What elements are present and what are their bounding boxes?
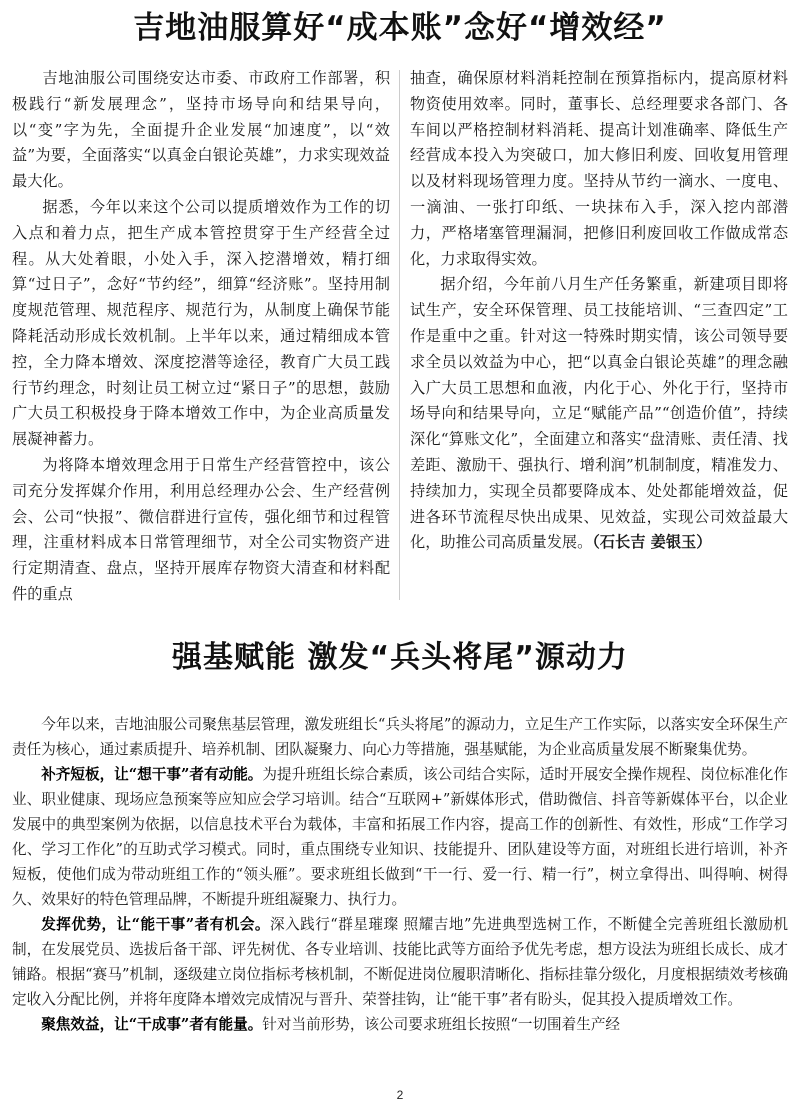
page-number: 2 — [396, 1088, 404, 1102]
section-text: 深入践行“群星璀璨 照耀吉地”先进典型选树工作，不断健全完善班组长激励机制，在发展党员、选拔后备干部、评先树优、各专业培训、技能比武等方面给予优先考虑，想方设法为班组长成长、成才铺路。根据“赛马”机制，逐级建立岗位指标考核机制，不断促进岗位履职清晰化、指标挂靠分级化，月度根据绩效考核确定收入分配比例，并将年度降本增效完成情况与晋升、荣誉挂钩，让“能干事”者有盼头，促其投入提质增效工作。 — [12, 916, 788, 1008]
article2-section — [12, 762, 788, 912]
article1-left-column — [12, 66, 390, 608]
section-text: 为提升班组长综合素质，该公司结合实际，适时开展安全操作规程、岗位标准化作业、职业健康、现场应急预案等应知应会学习培训。结合“互联网+”新媒体形式，借助微信、抖音等新媒体平台，以企业发展中的典型案例为依据，以信息技术平台为载体，丰富和拓展工作内容，提高工作的创新性、有效性，形成“工作学习化、学习工作化”的互助式学习模式。同时，重点围绕专业知识、技能提升、团队建设等方面，对班组长进行培训，补齐短板，使他们成为带动班组工作的“领头雁”。要求班组长做到“干一行、爱一行、精一行”，树立拿得出、叫得响、树得久、效果好的特色管理品牌，不断提升班组凝聚力、执行力。 — [12, 766, 788, 908]
section-lead: 聚焦效益，让“干成事”者有能量。 — [41, 1016, 263, 1033]
article1-paragraph: 据悉，今年以来这个公司以提质增效作为工作的切入点和着力点，把生产成本管控贯穿于生产经营全过程。从大处着眼，小处入手，深入挖潜增效，精打细算“过日子”，念好“节约经”，细算“经济账”。坚持用制度规范管理、规范程序、规范行为，从制度上确保节能降耗活动形成长效机制。上半年以来，通过精细成本管控，全力降本增效、深度挖潜等途径，教育广大员工践行节约理念，时刻让员工树立过“紧日子”的思想，鼓励广大员工积极投身于降本增效工作中，为企业高质量发展凝神蓄力。 — [12, 197, 390, 449]
article2-section — [12, 1012, 788, 1037]
article1-paragraph — [410, 272, 788, 556]
article1-paragraph — [410, 66, 788, 272]
article2-section — [12, 912, 788, 1012]
column-divider — [399, 70, 400, 600]
section-lead: 发挥优势，让“能干事”者有机会。 — [41, 916, 270, 933]
article2-intro: 今年以来，吉地油服公司聚焦基层管理，激发班组长“兵头将尾”的源动力，立足生产工作实际，以落实安全环保生产责任为核心，通过素质提升、培养机制、团队凝聚力、向心力等措施，强基赋能，为企业高质量发展不断聚集优势。 — [12, 716, 788, 758]
article1-title: 吉地油服算好“成本账”念好“增效经” — [133, 10, 667, 46]
article1-paragraph: 吉地油服公司围绕安达市委、市政府工作部署，积极践行“新发展理念”，坚持市场导向和结果导向，以“变”字为先，全面提升企业发展“加速度”，以“效益”为要，全面落实“以真金白银论英雄”，力求实现效益最大化。 — [12, 69, 390, 191]
article1-byline: （石长吉 姜银玉） — [592, 533, 712, 552]
article1-paragraph-text: 据介绍，今年前八月生产任务繁重，新建项目即将试生产，安全环保管理、员工技能培训、“三查四定”工作是重中之重。针对这一特殊时期实情，该公司领导要求全员以效益为中心，把“以真金白银论英雄”的理念融入广大员工思想和血液，内化于心、外化于行，坚持市场导向和结果导向，立足“赋能产品”“创造价值”，持续深化“算账文化”，全面建立和落实“盘清账、责任清、找差距、激励干、强执行、增利润”机制制度，精准发力、持续加力，实现全员都要降成本、处处都能增效益，促进各环节流程尽快出成果、见效益，实现公司效益最大化，助推公司高质量发展。 — [410, 275, 788, 552]
article1-paragraph-text: 抽查，确保原材料消耗控制在预算指标内，提高原材料物资使用效率。同时，董事长、总经理要求各部门、各车间以严格控制材料消耗、提高计划准确率、降低生产经营成本投入为突破口，加大修旧利废、回收复用管理以及材料现场管理力度。坚持从节约一滴水、一度电、一滴油、一张打印纸、一块抹布入手，深入挖内部潜力，严格堵塞管理漏洞，把修旧利废回收工作做成常态化，力求取得实效。 — [410, 69, 788, 268]
section-text: 针对当前形势，该公司要求班组长按照“一切围着生产经 — [262, 1016, 621, 1033]
article2-title: 强基赋能 激发“兵头将尾”源动力 — [172, 640, 628, 675]
article2-body — [12, 712, 788, 1037]
article1-paragraph: 为将降本增效理念用于日常生产经营管控中，该公司充分发挥媒介作用，利用总经理办公会、生产经营例会、公司“快报”、微信群进行宣传，强化细节和过程管理，注重材料成本日常管理细节，对全公司实物资产进行定期清查、盘点，坚持开展库存物资大清查和材料配件的重点 — [12, 455, 390, 603]
section-lead: 补齐短板，让“想干事”者有动能。 — [41, 766, 263, 783]
article1-right-column — [410, 66, 788, 556]
